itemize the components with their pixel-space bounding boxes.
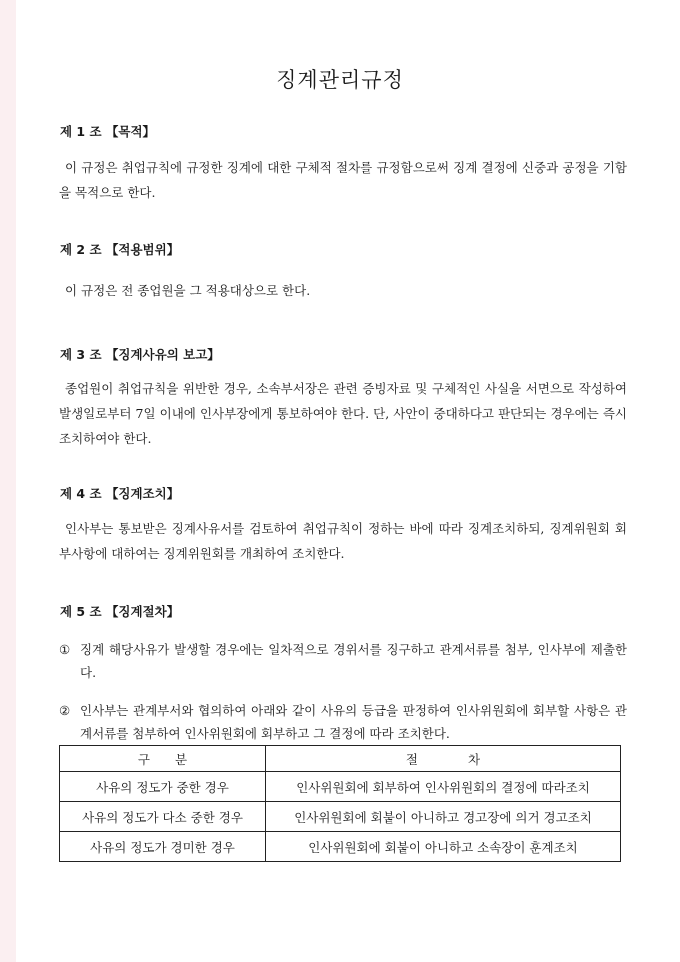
disciplinary-procedure-table [59,745,621,862]
article-2-heading: 제 2 조 【적용범위】 [60,242,180,257]
article-3-heading: 제 3 조 【징계사유의 보고】 [60,347,220,362]
article-5-item-1 [59,638,627,684]
table-cell-procedure: 인사위원회에 회붙이 아니하고 소속장이 훈계조치 [266,832,621,862]
article-3-body: 종업원이 취업규칙을 위반한 경우, 소속부서장은 관련 증빙자료 및 구체적인 사실을 서면으로 작성하여 발생일로부터 7일 이내에 인사부장에게 통보하여야 한다. 단, 사안이 중대하다고 판단되는 경우에는 즉시 조치하여야 한다. [59,381,627,446]
table-header-procedure: 절 차 [266,746,621,772]
article-4-heading: 제 4 조 【징계조치】 [60,486,180,501]
table-row [60,772,621,802]
table-header-row [60,746,621,772]
table-cell-category: 사유의 정도가 경미한 경우 [60,832,266,862]
item-number: ② [59,703,71,718]
article-1-body: 이 규정은 취업규칙에 규정한 징계에 대한 구체적 절차를 규정함으로써 징계 결정에 신중과 공정을 기함을 목적으로 한다. [59,160,627,200]
table-cell-procedure: 인사위원회에 회부하여 인사위원회의 결정에 따라조치 [266,772,621,802]
document-title: 징계관리규정 [276,68,404,92]
article-5-item-2 [59,699,627,745]
article-4-body: 인사부는 통보받은 징계사유서를 검토하여 취업규칙이 정하는 바에 따라 징계조치하되, 징계위원회 회부사항에 대하여는 징계위원회를 개최하여 조치한다. [59,521,627,561]
article-1-heading: 제 1 조 【목적】 [60,124,156,139]
item-number: ① [59,642,71,657]
article-2-body: 이 규정은 전 종업원을 그 적용대상으로 한다. [65,283,311,298]
item-text: 인사부는 관계부서와 협의하여 아래와 같이 사유의 등급을 판정하여 인사위원회에 회부할 사항은 관계서류를 첨부하여 인사위원회에 회부하고 그 결정에 따라 조치한다. [80,703,627,741]
table-cell-category: 사유의 정도가 중한 경우 [60,772,266,802]
table-row [60,802,621,832]
table-cell-procedure: 인사위원회에 회붙이 아니하고 경고장에 의거 경고조치 [266,802,621,832]
table-row [60,832,621,862]
item-text: 징계 해당사유가 발생할 경우에는 일차적으로 경위서를 징구하고 관계서류를 첨부, 인사부에 제출한다. [80,642,627,680]
article-5-heading: 제 5 조 【징계절차】 [60,604,180,619]
table-cell-category: 사유의 정도가 다소 중한 경우 [60,802,266,832]
table-header-category: 구 분 [60,746,266,772]
